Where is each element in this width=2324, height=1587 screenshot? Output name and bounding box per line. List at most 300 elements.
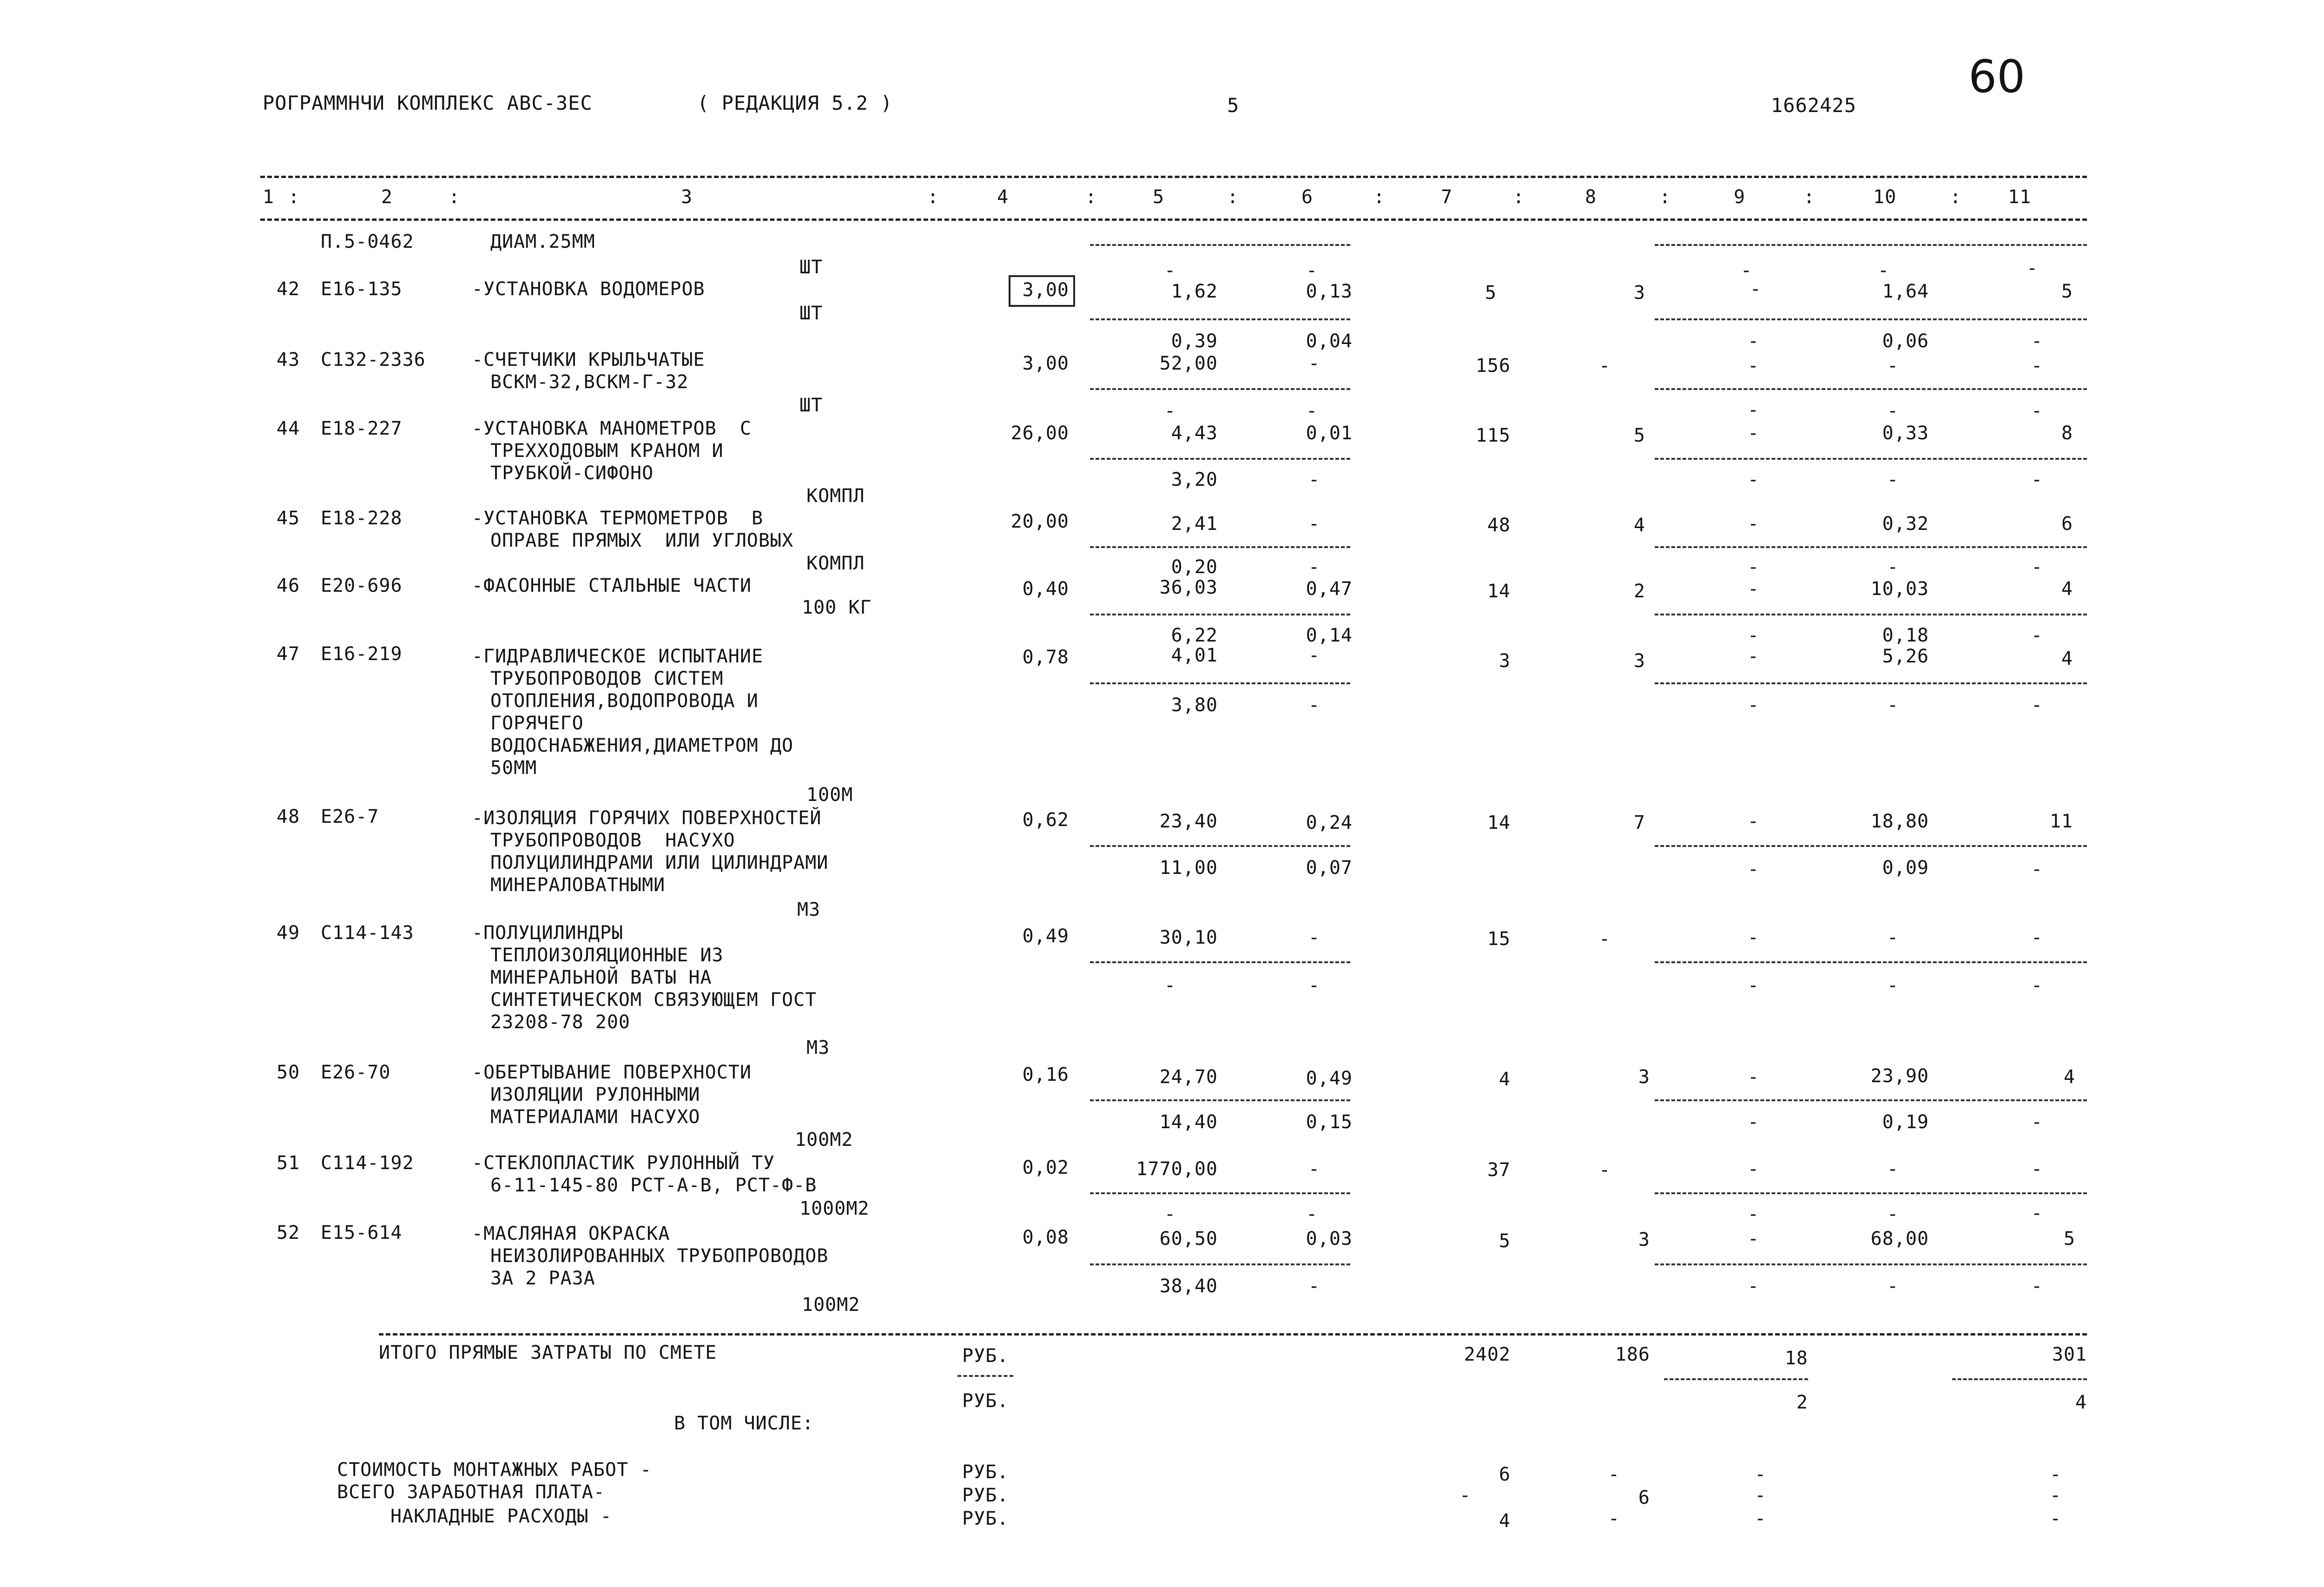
row-unit-2: ШТ [799,303,823,324]
row-code: Е16-219 [321,643,403,665]
cell-rule [1655,1099,2087,1101]
row-col11-b: - [2031,694,2043,716]
row-code: С114-143 [321,922,414,944]
row-name: -ОБЕРТЫВАНИЕ ПОВЕРХНОСТИ [472,1062,752,1083]
totals-col11-b: 4 [2075,1392,2087,1413]
row-col11-b: - [2031,1111,2043,1133]
row-name: 23208-78 200 [490,1012,630,1033]
row-col11-b: - [2031,469,2043,490]
row-name: -УСТАНОВКА ТЕРМОМЕТРОВ В [472,508,764,529]
row-name: -СТЕКЛОПЛАСТИК РУЛОННЫЙ ТУ [472,1152,775,1174]
column-sep: : [1227,186,1239,208]
row-col8: 3 [1638,1066,1650,1088]
row-col10-pre: 0,18 [1882,625,1929,646]
row-col7: 4 [1499,1069,1511,1090]
row-name: 50ММ [490,757,537,779]
row-col10-b: - [1887,469,1899,490]
row-col5: 36,03 [1159,577,1218,598]
row-qty: 3,00 [1022,353,1069,374]
row-name: МАТЕРИАЛАМИ НАСУХО [490,1106,700,1128]
row-col9-pre: - [1748,331,1760,352]
row-qty: 20,00 [1010,511,1069,532]
row-code: С132-2336 [321,349,426,370]
totals-col9-b: 2 [1796,1392,1808,1413]
row-col11: 4 [2063,1066,2075,1088]
dash: - [1887,1203,1899,1225]
row-col11: - [2031,355,2043,377]
row-code: Е15-614 [321,1222,403,1243]
row-qty: 0,40 [1022,578,1069,600]
header-bottom-rule [260,218,2087,221]
cell-rule [1655,546,2087,548]
row-col8: 3 [1633,282,1645,304]
row-col10: 68,00 [1870,1228,1929,1250]
column-sep: : [449,186,461,208]
row-number: 46 [277,575,300,596]
row-col10: 23,90 [1870,1065,1929,1087]
row-col6: - [1308,645,1320,666]
row-name: -ПОЛУЦИЛИНДРЫ [472,922,624,944]
dash: - [1887,400,1899,422]
row-name: ТЕПЛОИЗОЛЯЦИОННЫЕ ИЗ [490,945,724,966]
summary-label: СТОИМОСТЬ МОНТАЖНЫХ РАБОТ - [337,1459,652,1481]
cell-rule [1090,318,1350,320]
row-name: 6-11-145-80 РСТ-А-В, РСТ-Ф-В [490,1175,817,1196]
row-unit-2: М3 [806,1037,830,1058]
row-col10: 10,03 [1870,578,1929,600]
row-col9: - [1748,646,1760,667]
row-col5: 2,41 [1171,513,1218,535]
column-sep: : [1085,186,1097,208]
cell-rule [1090,1263,1350,1265]
row-col6-b: - [1308,694,1320,716]
row-unit-2: КОМПЛ [806,553,865,574]
dash: - [1741,260,1753,281]
row-col9: - [1748,355,1760,377]
row-col10: 1,64 [1882,281,1929,302]
row-col6: 0,13 [1306,281,1353,302]
row-col8: - [1599,355,1611,377]
dash: - [1306,260,1318,281]
header-top-rule [260,176,2087,178]
totals-col7: 2402 [1464,1344,1511,1365]
row-number: 43 [277,349,300,370]
row-col6: 0,24 [1306,812,1353,833]
row-name: -ФАСОННЫЕ СТАЛЬНЫЕ ЧАСТИ [472,575,752,596]
row-name: НЕИЗОЛИРОВАННЫХ ТРУБОПРОВОДОВ [490,1245,829,1267]
row-col7: 14 [1487,812,1511,833]
dash: - [2027,258,2039,279]
row-code: Е18-227 [321,418,403,439]
row-code: Е18-228 [321,508,403,529]
row-name: ТРУБОПРОВОДОВ СИСТЕМ [490,668,724,689]
row-name: ТРУБОПРОВОДОВ НАСУХО [490,830,735,851]
cell-rule [1655,845,2087,847]
row-col7: 156 [1475,355,1511,377]
cell-rule [1655,318,2087,320]
row-col7: 3 [1499,650,1511,672]
row-name: ГОРЯЧЕГО [490,713,584,734]
totals-col11: 301 [2052,1344,2087,1365]
dash: - [1748,1203,1760,1225]
row-col8: 3 [1633,650,1645,672]
row-col7: 5 [1485,282,1497,304]
row-col10: - [1887,355,1899,377]
row-name: -УСТАНОВКА ВОДОМЕРОВ [472,278,705,300]
row-number: 48 [277,806,300,827]
summary-col11: - [2050,1464,2062,1485]
program-title: РОГРАММНЧИ КОМПЛЕКС АВС-3ЕС [263,92,593,114]
row-col7: 14 [1487,581,1511,602]
row-col7: 48 [1487,515,1511,536]
column-sep: : [1950,186,1962,208]
row-qty: 26,00 [1010,423,1069,444]
row-col8: - [1599,1159,1611,1181]
dash: - [1878,260,1890,281]
row-col11: - [2031,927,2043,948]
row-col5: 52,00 [1159,353,1218,374]
summary-label: НАКЛАДНЫЕ РАСХОДЫ - [390,1506,612,1527]
row-code: Е20-696 [321,575,403,596]
row-col6-pre: 0,14 [1306,625,1353,646]
cell-rule [1655,682,2087,684]
row-col5: 4,43 [1171,423,1218,444]
row-col9: - [1748,513,1760,535]
cell-rule [1655,961,2087,963]
summary-col8: 6 [1638,1487,1650,1508]
row-col9: - [1748,1158,1760,1180]
column-sep: : [1803,186,1816,208]
row-col9-b: - [1748,1111,1760,1133]
row-code: Е16-135 [321,278,403,300]
summary-col9: - [1755,1485,1767,1506]
row-qty: 0,16 [1022,1064,1069,1085]
row-code: Е26-70 [321,1062,391,1083]
row-col6: 0,03 [1306,1228,1353,1250]
row-code: С114-192 [321,1152,414,1174]
row-col11-b: - [2031,556,2043,578]
row-col6-b: - [1308,975,1320,996]
row-col10: 5,26 [1882,646,1929,667]
row-unit-2: 100 КГ [802,597,872,618]
row-col11: 4 [2061,648,2073,669]
summary-currency: РУБ. [962,1461,1009,1483]
cell-rule [1090,961,1350,963]
row-unit: КОМПЛ [806,485,865,507]
summary-col7: 6 [1499,1464,1511,1485]
edition-label: ( РЕДАКЦИЯ 5.2 ) [697,92,893,114]
dash: - [1164,1203,1176,1225]
cell-rule [1090,546,1350,548]
totals-rule [379,1333,2087,1336]
row-name: СИНТЕТИЧЕСКОМ СВЯЗУЮЩЕМ ГОСТ [490,989,817,1011]
document-code: 1662425 [1771,94,1857,117]
totals-currency: РУБ. [962,1345,1009,1367]
row-col5-pre: 6,22 [1171,625,1218,646]
row-name: ПОЛУЦИЛИНДРАМИ ИЛИ ЦИЛИНДРАМИ [490,852,829,873]
column-header-9: 9 [1734,186,1746,208]
row-col9: - [1748,1228,1760,1250]
cell-rule [1090,845,1350,847]
row-name: ТРЕХХОДОВЫМ КРАНОМ И [490,440,724,462]
row-col7: 15 [1487,928,1511,950]
column-header-7: 7 [1441,186,1453,208]
row-col11: 8 [2061,423,2073,444]
dash: - [1306,1203,1318,1225]
row-name: -МАСЛЯНАЯ ОКРАСКА [472,1223,670,1244]
row-col10-b: 0,09 [1882,857,1929,879]
row-qty: 0,78 [1022,647,1069,668]
row-col8: - [1599,928,1611,950]
summary-label: ВСЕГО ЗАРАБОТНАЯ ПЛАТА- [337,1481,605,1503]
row-col9-b: - [1748,694,1760,716]
pre-row-name: ДИАМ.25ММ [490,231,595,252]
row-name: ИЗОЛЯЦИИ РУЛОННЫМИ [490,1084,700,1105]
column-header-8: 8 [1585,186,1597,208]
row-col9-b: - [1748,469,1760,490]
row-name: -ИЗОЛЯЦИЯ ГОРЯЧИХ ПОВЕРХНОСТЕЙ [472,807,822,829]
cell-rule [1090,388,1350,390]
row-name: ОТОПЛЕНИЯ,ВОДОПРОВОДА И [490,690,759,712]
row-col7: 115 [1475,425,1511,446]
row-name: -УСТАНОВКА МАНОМЕТРОВ С [472,418,752,439]
row-col10-b: - [1887,556,1899,578]
summary-col7: - [1459,1485,1472,1506]
dash: - [2031,400,2043,422]
row-col5-b: 0,20 [1171,556,1218,578]
column-sep: : [1513,186,1525,208]
row-number: 45 [277,508,300,529]
row-col11-pre: - [2031,625,2043,646]
cell-rule [1655,244,2087,246]
row-name: МИНЕРАЛЬНОЙ ВАТЫ НА [490,967,712,988]
row-col11: - [2031,1158,2043,1180]
column-header-1: 1 [263,186,275,208]
column-header-2: 2 [381,186,393,208]
row-col11-b: - [2031,975,2043,996]
row-number: 44 [277,418,300,439]
row-unit-2: 100М2 [802,1294,860,1316]
row-name: ВСКМ-32,ВСКМ-Г-32 [490,371,689,393]
row-col5: 30,10 [1159,927,1218,948]
cell-rule [1090,614,1350,615]
row-col6-b: - [1308,556,1320,578]
row-col5: 24,70 [1159,1066,1218,1088]
row-number: 47 [277,643,300,665]
row-col11: 6 [2061,513,2073,535]
row-col6-b: 0,15 [1306,1111,1353,1133]
row-col5: 1,62 [1171,281,1218,302]
cell-rule [1655,1192,2087,1194]
row-col8: 7 [1633,812,1645,833]
pre-row-code: П.5-0462 [321,231,414,252]
row-col9-b: - [1748,1276,1760,1297]
row-col10: 0,33 [1882,423,1929,444]
row-col5: 1770,00 [1136,1158,1218,1180]
row-col6-b: - [1308,469,1320,490]
row-col11-b: - [2031,1276,2043,1297]
cell-rule [1090,244,1350,246]
row-col7: 5 [1499,1230,1511,1252]
row-col8: 2 [1633,581,1645,602]
row-number: 49 [277,922,300,944]
row-col11: 5 [2061,281,2073,302]
row-number: 50 [277,1062,300,1083]
summary-col11: - [2050,1508,2062,1529]
cell-rule [1664,1378,1808,1380]
row-number: 51 [277,1152,300,1174]
summary-currency: РУБ. [962,1508,1009,1529]
including-label: В ТОМ ЧИСЛЕ: [674,1413,814,1434]
row-col5-b: 3,80 [1171,694,1218,716]
dash: - [1164,260,1176,281]
row-name: ЗА 2 РАЗА [490,1268,595,1289]
row-col8: 4 [1633,515,1645,536]
column-header-4: 4 [997,186,1009,208]
row-col6: - [1308,927,1320,948]
row-qty: 0,49 [1022,926,1069,947]
row-col5-b: 11,00 [1159,857,1218,879]
cell-rule [1090,458,1350,460]
cell-rule [1952,1378,2087,1380]
dash: - [2031,1203,2043,1224]
row-col11: 5 [2063,1228,2075,1250]
summary-currency: РУБ. [962,1485,1009,1506]
row-number: 52 [277,1222,300,1243]
row-col10: 18,80 [1870,811,1929,832]
cell-rule [1090,1192,1350,1194]
row-col11-b: - [2031,859,2043,880]
row-col5: 60,50 [1159,1228,1218,1250]
cell-rule [1655,1263,2087,1265]
row-col9: - [1748,1066,1760,1088]
row-unit: ШТ [799,257,823,278]
column-sep: : [1373,186,1386,208]
row-col10-pre: 0,06 [1882,331,1929,352]
row-col9: - [1748,927,1760,948]
row-col7: 37 [1487,1159,1511,1181]
dash: - [1164,400,1176,422]
row-col9: - [1748,423,1760,444]
row-col10-b: - [1887,975,1899,996]
summary-col8: - [1608,1464,1620,1485]
row-col5-b: 14,40 [1159,1111,1218,1133]
summary-col7: 4 [1499,1510,1511,1532]
row-col5-b: 3,20 [1171,469,1218,490]
row-qty: 0,62 [1022,809,1069,831]
sheet-number: 60 [1968,51,2026,103]
totals-col9: 18 [1784,1348,1808,1369]
row-col9: - [1748,811,1760,832]
row-name: -ГИДРАВЛИЧЕСКОЕ ИСПЫТАНИЕ [472,646,764,667]
row-col5-b: 38,40 [1159,1276,1218,1297]
row-col11: 11 [2049,811,2073,832]
totals-currency-2: РУБ. [962,1390,1009,1412]
column-sep: : [1659,186,1671,208]
row-col6: - [1308,1158,1320,1180]
row-unit-2: М3 [797,899,821,920]
cell-rule [1090,1099,1350,1101]
row-col9: - [1750,278,1762,300]
row-col10: - [1887,1158,1899,1180]
row-col9: - [1748,578,1760,600]
summary-col9: - [1755,1508,1767,1529]
column-sep: : [288,186,300,208]
row-col10: - [1887,927,1899,948]
column-sep: : [927,186,939,208]
row-qty: 0,08 [1022,1227,1069,1248]
row-col5: 23,40 [1159,811,1218,832]
row-col5-b: - [1164,975,1176,996]
row-col6: 0,47 [1306,578,1353,600]
row-col8: 5 [1633,425,1645,446]
row-name: ОПРАВЕ ПРЯМЫХ ИЛИ УГЛОВЫХ [490,530,794,551]
summary-col11: - [2050,1485,2062,1506]
row-col5-pre: 0,39 [1171,331,1218,352]
row-col10-b: - [1887,694,1899,716]
row-col9-b: - [1748,556,1760,578]
row-unit-2: 1000М2 [799,1198,870,1219]
summary-col9: - [1755,1464,1767,1485]
row-col10-b: 0,19 [1882,1111,1929,1133]
column-header-5: 5 [1153,186,1165,208]
row-qty: 0,02 [1022,1157,1069,1178]
totals-col8: 186 [1615,1344,1650,1365]
row-qty: 3,00 [1022,279,1069,301]
row-unit-2: 100М [806,784,853,806]
row-col6: - [1308,353,1320,374]
row-col11: 4 [2061,578,2073,600]
row-col9-b: - [1748,975,1760,996]
row-name: МИНЕРАЛОВАТНЫМИ [490,874,666,896]
row-col6-b: 0,07 [1306,857,1353,879]
row-name: -СЧЕТЧИКИ КРЫЛЬЧАТЫЕ [472,349,705,370]
row-col10: 0,32 [1882,513,1929,535]
row-name: ТРУБКОЙ-СИФОНО [490,463,654,484]
row-col6: - [1308,513,1320,535]
cell-rule [1655,458,2087,460]
dash: - [1748,399,1760,421]
row-col6: 0,01 [1306,423,1353,444]
cell-rule [1655,614,2087,615]
column-header-6: 6 [1301,186,1314,208]
row-number: 42 [277,278,300,300]
row-col9-pre: - [1748,625,1760,646]
row-code: Е26-7 [321,806,379,827]
row-name: ВОДОСНАБЖЕНИЯ,ДИАМЕТРОМ ДО [490,735,794,756]
page-number: 5 [1227,94,1240,117]
row-col11-pre: - [2031,331,2043,352]
row-unit: ШТ [799,395,823,416]
row-col6-pre: 0,04 [1306,331,1353,352]
column-header-3: 3 [681,186,693,208]
column-header-11: 11 [2008,186,2032,208]
currency-rule [957,1375,1013,1377]
row-col9-b: - [1748,859,1760,880]
dash: - [1306,400,1318,422]
row-col6-b: - [1308,1276,1320,1297]
summary-col8: - [1608,1508,1620,1529]
cell-rule [1090,682,1350,684]
row-col6: 0,49 [1306,1068,1353,1089]
row-col8: 3 [1638,1229,1650,1250]
row-col5: 4,01 [1171,645,1218,666]
totals-label: ИТОГО ПРЯМЫЕ ЗАТРАТЫ ПО СМЕТЕ [379,1342,717,1363]
row-col10-b: - [1887,1276,1899,1297]
row-unit-2: 100М2 [795,1129,853,1151]
cell-rule [1655,388,2087,390]
column-header-10: 10 [1873,186,1897,208]
